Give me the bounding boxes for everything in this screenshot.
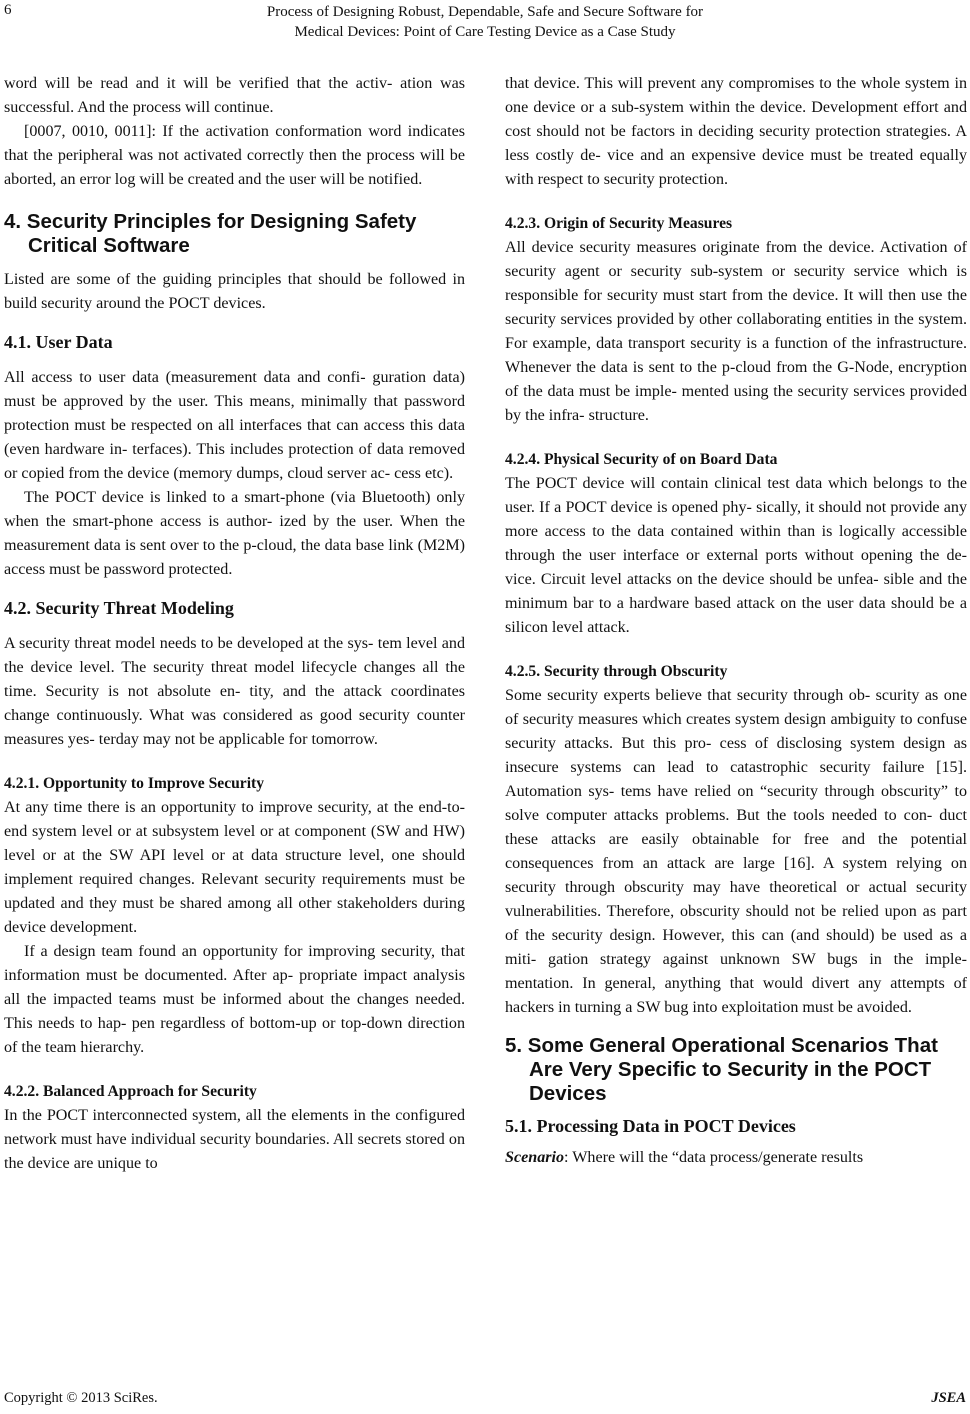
section-4-2-1-heading: 4.2.1. Opportunity to Improve Security xyxy=(4,775,265,792)
section-4-1-paragraph-1: All access to user data (measurement data and confi- guration data) must be approved by the user. This means, minimally that password protection must be respected on all interfaces that can access this data (even hardware in- terfaces). This includes protection of data removed or copied from the device (memory dumps, cloud server ac- cess etc). xyxy=(4,369,465,482)
section-4-2-5-paragraph: Some security experts believe that security through ob- scurity as one of security measures which creates system design ambiguity to confuse security attacks. But this pro- cess of disclosing system design as insecure systems can lead to catastrophic security failure [15]. Automation sys- tems have relied on “security through obscurity” to solve computer attacks problems. But the tools needed to con- duct these attacks are easily obtainable for free and the potential consequences from an attack are large [16]. A system relying on security through obscurity may have theoretical or actual security vulnerabilities. Therefore, obscurity should not be relied upon as part of the security design. However, this can (and should) be used as a miti- gation strategy against unknown SW bugs in the imple- mentation. In general, anything that would divert any attempts of hackers in turning a SW bug into exploitation must be avoided. xyxy=(505,687,967,1016)
footer-journal: JSEA xyxy=(931,1390,966,1406)
section-4-2-3-paragraph: All device security measures originate from the device. Activation of security agent or security sub-system or security service which is responsible for security must start from the device. It will then use the security services provided by other collaborating entities in the system. For example, data transport security is a function of the infrastructure. Whenever the data is sent to the p-cloud from the G-Node, encryption of the data must be imple- mented using the security services provided by the infra- structure. xyxy=(505,239,967,424)
scenario-label: Scenario xyxy=(505,1149,565,1166)
section-4-intro: Listed are some of the guiding principles that should be followed in build security around the POCT devices. xyxy=(4,271,465,312)
section-4-2-1-paragraph-2: If a design team found an opportunity for improving security, that information must be documented. After ap- propriate impact analysis all the impacted teams must be informed about the changes needed. This needs to hap- pen regardless of bottom-up or top-down direction of the team hierarchy. xyxy=(4,943,465,1056)
section-4-heading: 4. Security Principles for Designing Safety Critical Software xyxy=(4,210,417,257)
section-4-2-4-paragraph: The POCT device will contain clinical test data which belongs to the user. If a POCT device is opened phy- sically, it should not provide any more access to the data contained within than is logically accessible through the user interface or external ports without opening the de- vice. Circuit level attacks on the device should be unfea- sible and the minimum bar to a hardware based attack on the user data should be a silicon level attack. xyxy=(505,475,967,636)
page-number: 6 xyxy=(4,2,12,18)
section-4-2-1-paragraph-1: At any time there is an opportunity to improve security, at the end-to-end system level or at subsystem level or at component (SW and HW) level or at the SW API level or at data structure level, one should implement required changes. Relevant security requirements must be updated and they must be shared among all other stakeholders during device development. xyxy=(4,799,465,936)
section-4-2-5-heading: 4.2.5. Security through Obscurity xyxy=(505,663,728,680)
running-header-line1: Process of Designing Robust, Dependable, Safe and Secure Software for xyxy=(266,4,704,20)
section-4-1-paragraph-2: The POCT device is linked to a smart-phone (via Bluetooth) only when the smart-phone access is author- ized by the user. When the measurement data is sent over to the p-cloud, the data base link (M2M) access must be password protected. xyxy=(4,489,465,578)
running-header-line2: Medical Devices: Point of Care Testing Device as a Case Study xyxy=(294,24,676,40)
section-4-1-heading: 4.1. User Data xyxy=(4,332,113,352)
section-4-2-2-heading: 4.2.2. Balanced Approach for Security xyxy=(4,1083,257,1100)
section-5-heading: 5. Some General Operational Scenarios That Are Very Specific to Security in the POCT Devices xyxy=(505,1034,938,1105)
left-column xyxy=(4,72,465,1176)
right-column xyxy=(505,72,967,1170)
section-4-2-2-paragraph: In the POCT interconnected system, all the elements in the configured network must have individual security boundaries. All secrets stored on the device are unique to xyxy=(4,1107,465,1172)
paragraph-activation-end: word will be read and it will be verified that the activ- ation was successful. And the process will continue. xyxy=(4,75,465,116)
footer-copyright: Copyright © 2013 SciRes. xyxy=(4,1390,158,1406)
section-5-1-heading: 5.1. Processing Data in POCT Devices xyxy=(505,1116,796,1136)
section-4-2-paragraph: A security threat model needs to be developed at the sys- tem level and the device level. The security threat model lifecycle changes all the time. Security is not absolute en- tity, and the attack coordinates change continuously. What was considered as good security counter measures yes- terday may not be applicable for tomorrow. xyxy=(4,635,465,748)
section-4-2-4-heading: 4.2.4. Physical Security of on Board Data xyxy=(505,451,778,468)
running-header xyxy=(0,2,970,42)
scenario-text: : Where will the “data process/generate results xyxy=(564,1149,864,1166)
scenario-paragraph xyxy=(505,1146,967,1170)
section-4-2-3-heading: 4.2.3. Origin of Security Measures xyxy=(505,215,733,232)
section-4-2-2-paragraph-continued: that device. This will prevent any compromises to the whole system in one device or a sub-system within the device. Development effort and cost should not be factors in deciding security protection strategies. A less costly de- vice and an expensive device must be treated equally with respect to security protection. xyxy=(505,75,967,188)
paragraph-activation-abort: [0007, 0010, 0011]: If the activation conformation word indicates that the peripheral was not activated correctly then the process will be aborted, an error log will be created and the user will be notified. xyxy=(4,123,465,188)
section-4-2-heading: 4.2. Security Threat Modeling xyxy=(4,598,234,618)
